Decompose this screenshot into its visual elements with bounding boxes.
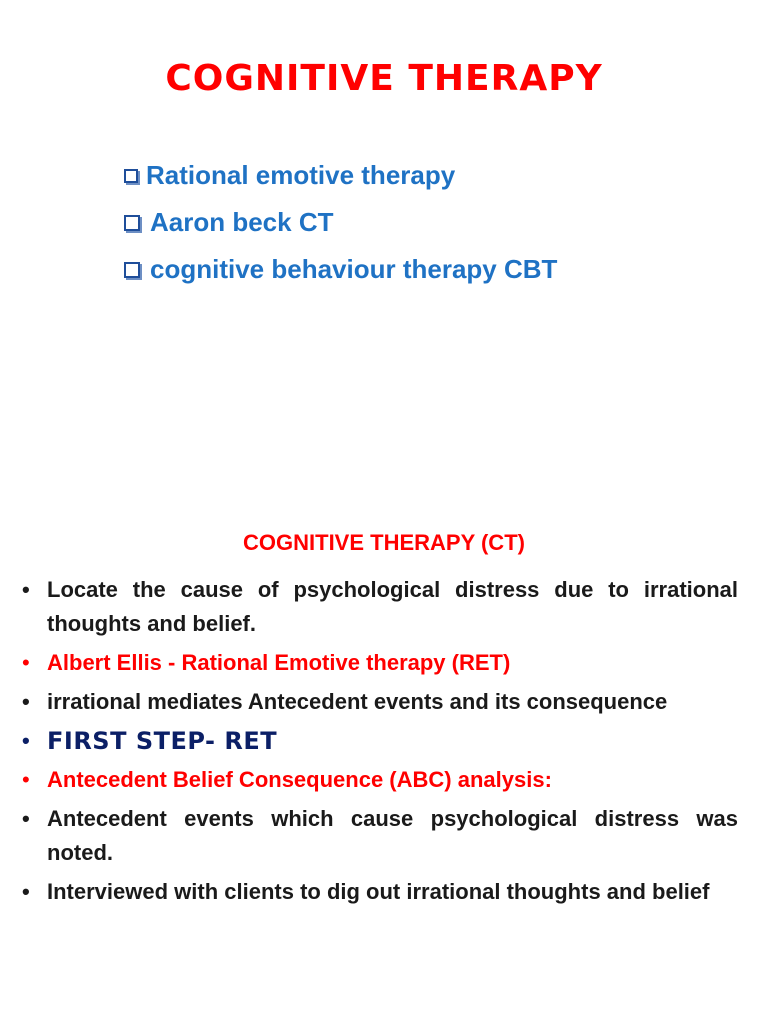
bullet-dot-icon: • (22, 806, 30, 831)
therapy-label: Rational emotive therapy (146, 160, 456, 190)
bullet-dot-icon: • (22, 879, 30, 904)
bullet-item (22, 646, 738, 680)
therapy-item (124, 199, 557, 246)
bullet-text: Antecedent Belief Consequence (ABC) analysis: (47, 767, 552, 792)
bullet-text: Antecedent events which cause psychological distress was noted. (47, 806, 738, 865)
section-title: COGNITIVE THERAPY (CT) (243, 530, 525, 555)
bullet-dot-icon: • (22, 728, 30, 753)
checkbox-square-icon (124, 169, 138, 183)
bullet-item (22, 763, 738, 797)
therapy-item (124, 152, 557, 199)
bullet-item (22, 875, 738, 909)
slide-title: COGNITIVE THERAPY (165, 58, 603, 99)
bullet-dot-icon: • (22, 689, 30, 714)
bullet-dot-icon: • (22, 650, 30, 675)
bullet-text: FIRST STEP- RET (47, 727, 278, 755)
therapy-item (124, 246, 557, 293)
checkbox-square-icon (124, 262, 140, 278)
bullet-item (22, 724, 738, 758)
bullet-item (22, 802, 738, 870)
therapy-label: Aaron beck CT (150, 207, 334, 237)
bullet-text: Albert Ellis - Rational Emotive therapy (RET) (47, 650, 511, 675)
checkbox-square-icon (124, 215, 140, 231)
bullet-text: Locate the cause of psychological distress due to irrational thoughts and belief. (47, 577, 738, 636)
bullet-item (22, 685, 738, 719)
bullet-dot-icon: • (22, 577, 30, 602)
therapy-checklist (124, 152, 557, 293)
bullet-list (22, 573, 738, 914)
bullet-item (22, 573, 738, 641)
bullet-dot-icon: • (22, 767, 30, 792)
bullet-text: Interviewed with clients to dig out irrational thoughts and belief (47, 879, 710, 904)
therapy-label: cognitive behaviour therapy CBT (150, 254, 558, 284)
bullet-text: irrational mediates Antecedent events and its consequence (47, 689, 668, 714)
